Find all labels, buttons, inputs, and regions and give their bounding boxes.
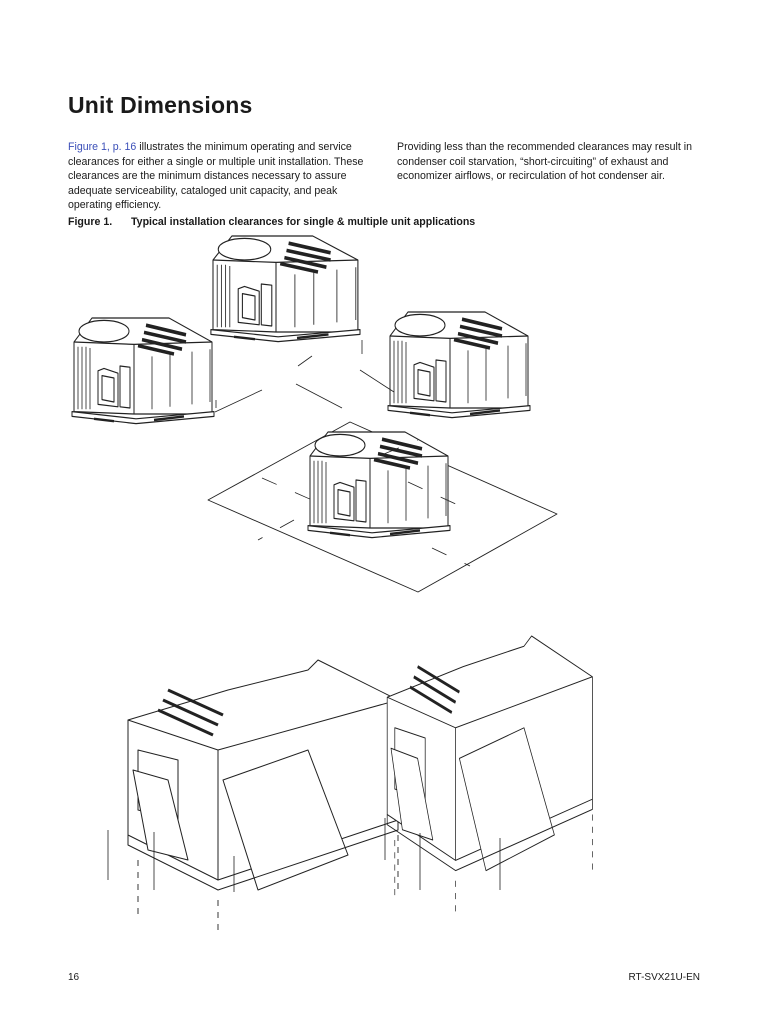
figure-title: Typical installation clearances for single & multiple unit applications — [131, 216, 476, 228]
downflow-unit-right — [387, 636, 592, 911]
intro-paragraph-right: Providing less than the recommended clearances may result in condenser coil starvation, “short-circuiting” of exhaust and economizer airflows, or recirculation of hot condenser air. — [397, 141, 693, 183]
downflow-unit-left — [128, 660, 398, 930]
rooftop-unit-top — [211, 236, 360, 342]
figure-reference-link[interactable]: Figure 1, p. 16 — [68, 141, 137, 153]
single-unit-clearance-area — [208, 422, 557, 592]
page-title: Unit Dimensions — [68, 92, 253, 118]
document-id: RT-SVX21U-EN — [628, 972, 700, 983]
clearance-lines-multiple — [215, 340, 394, 412]
rooftop-unit-left — [72, 318, 214, 424]
page-number: 16 — [68, 972, 80, 983]
figure-label: Figure 1. — [68, 216, 113, 228]
intro-left-text: illustrates the minimum operating and service clearances for either a single or multiple unit installation. These clearances are the minimum distances necessary to assure adequate serviceability, cataloged unit capacity, and peak operating efficiency. — [68, 141, 364, 212]
rooftop-unit-right — [388, 312, 530, 418]
